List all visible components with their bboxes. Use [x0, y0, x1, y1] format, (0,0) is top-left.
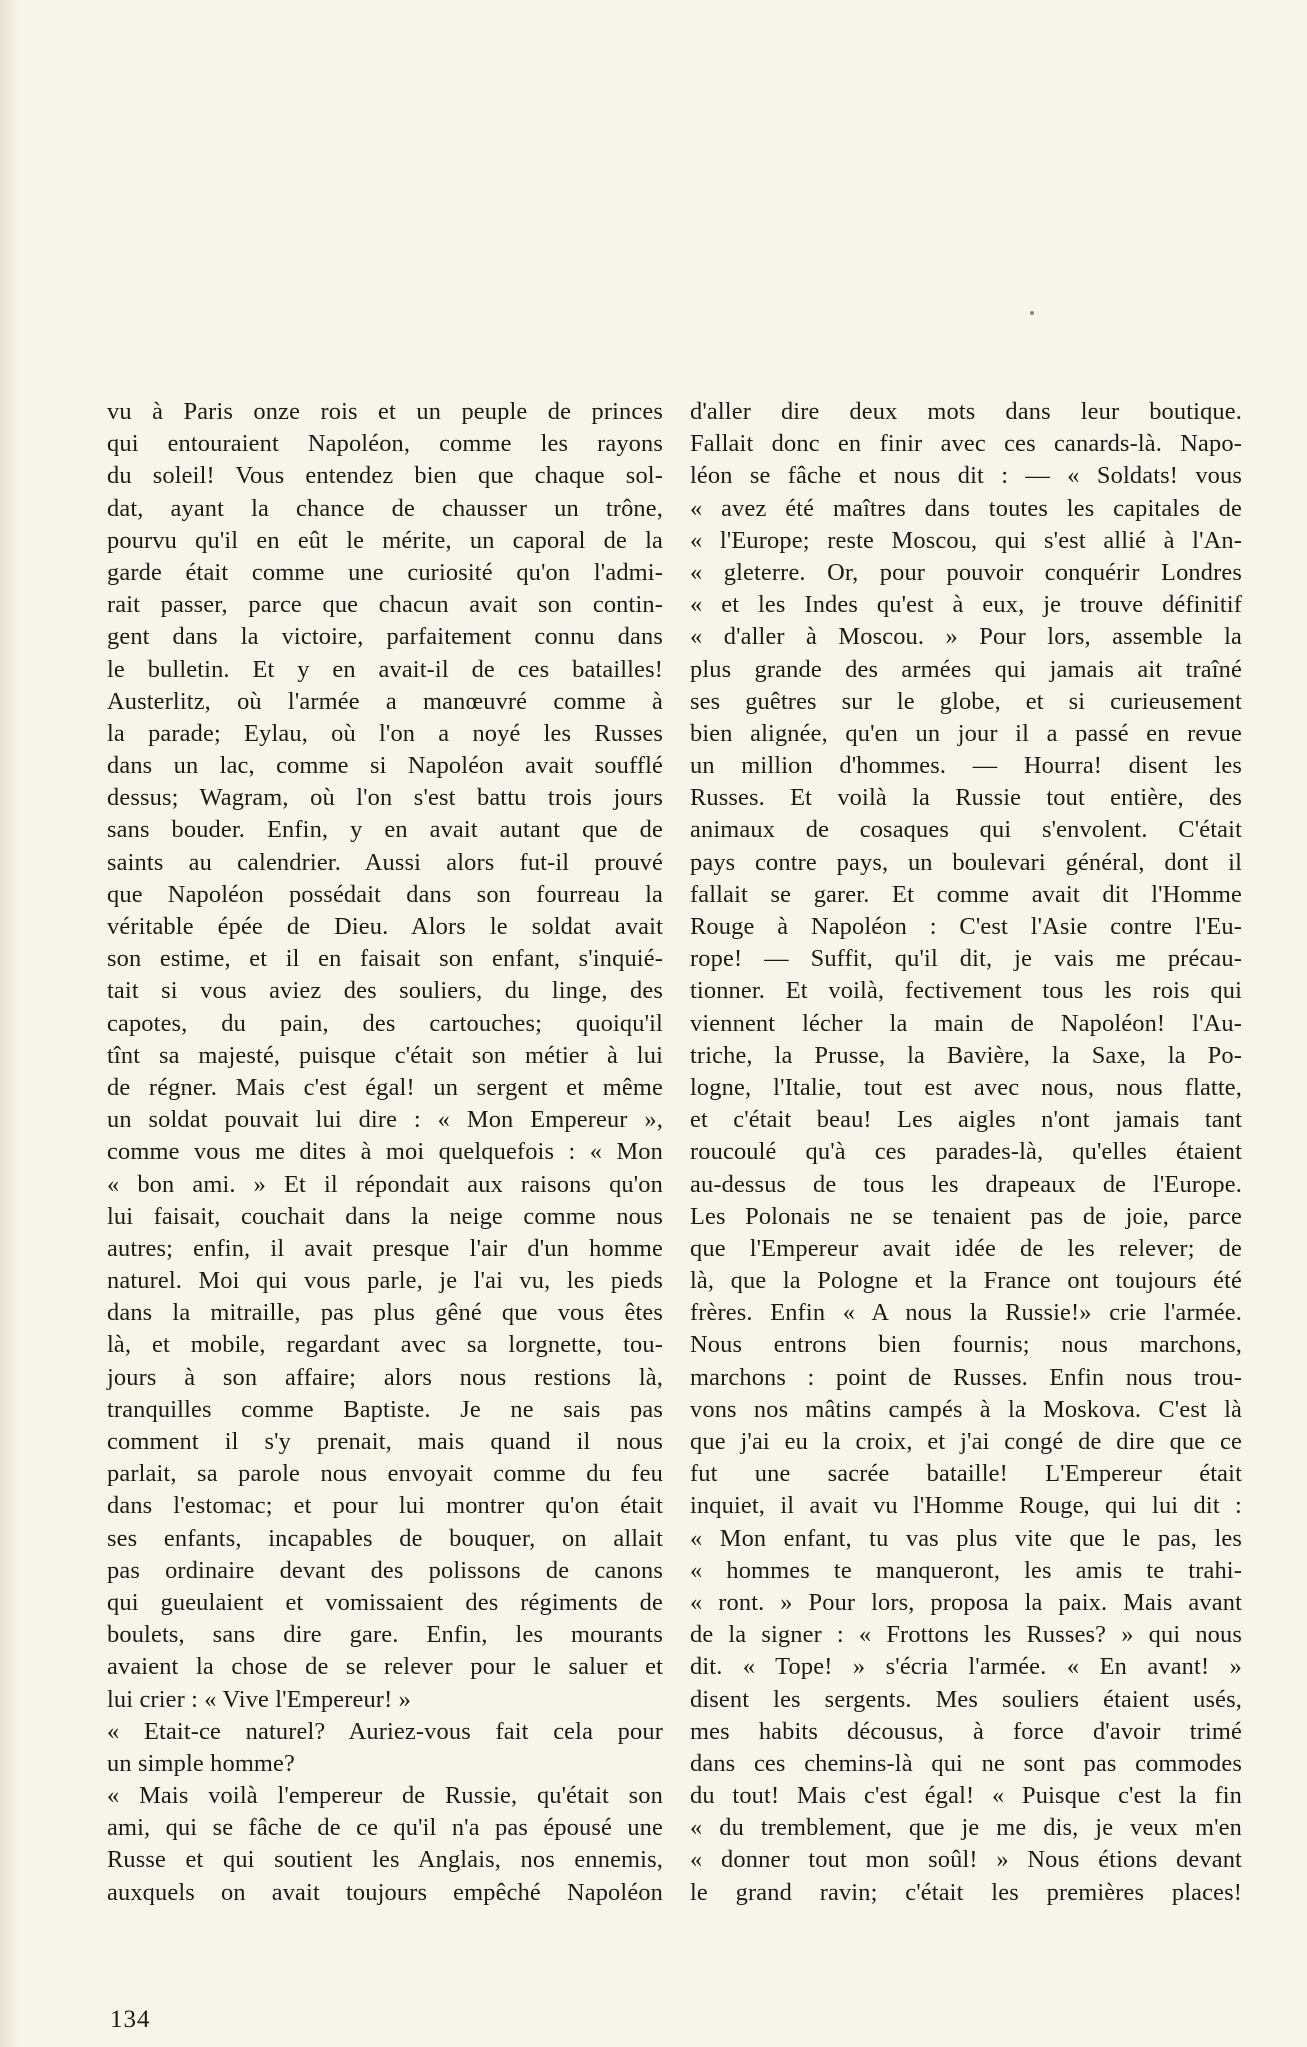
text-line: tranquilles comme Baptiste. Je ne sais pas — [107, 1395, 663, 1423]
text-line: ses guêtres sur le globe, et si curieusement — [690, 687, 1242, 715]
text-line: son estime, et il en faisait son enfant, s'inquié- — [107, 945, 663, 973]
text-line: « Mais voilà l'empereur de Russie, qu'était son — [107, 1782, 663, 1810]
text-line: Russes. Et voilà la Russie tout entière, des — [690, 784, 1242, 812]
text-line: un simple homme? — [107, 1749, 296, 1777]
text-line: dans l'estomac; et pour lui montrer qu'on était — [107, 1492, 663, 1520]
text-line: « hommes te manqueront, les amis te trahi- — [690, 1556, 1242, 1584]
text-line: gent dans la victoire, parfaitement connu dans — [107, 623, 663, 651]
text-line: « bon ami. » Et il répondait aux raisons qu'on — [107, 1170, 663, 1198]
text-line: un soldat pouvait lui dire : « Mon Empereur », — [107, 1106, 663, 1134]
text-line: disent les sergents. Mes souliers étaient usés, — [690, 1685, 1242, 1713]
text-line: viennent lécher la main de Napoléon! l'Au- — [690, 1009, 1242, 1037]
text-line: plus grande des armées qui jamais ait traîné — [690, 655, 1242, 683]
text-line: « Etait-ce naturel? Auriez-vous fait cela pour — [107, 1717, 663, 1745]
text-line: « ront. » Pour lors, proposa la paix. Mais avant — [690, 1588, 1242, 1616]
text-line: au-dessus de tous les drapeaux de l'Europe. — [690, 1170, 1242, 1198]
text-line: auxquels on avait toujours empêché Napoléon — [107, 1878, 663, 1906]
text-line: comme vous me dites à moi quelquefois : « Mon — [107, 1138, 663, 1166]
text-line: sans bouder. Enfin, y en avait autant que de — [107, 816, 663, 844]
text-line: parlait, sa parole nous envoyait comme du feu — [107, 1460, 663, 1488]
right-text-column — [690, 396, 1242, 1909]
text-line: du tout! Mais c'est égal! « Puisque c'est la fin — [690, 1782, 1242, 1810]
text-line: fut une sacrée bataille! L'Empereur était — [690, 1460, 1242, 1488]
text-line: frères. Enfin « A nous la Russie!» crie l'armée. — [690, 1299, 1242, 1327]
text-line: tionner. Et voilà, fectivement tous les rois qui — [690, 977, 1242, 1005]
text-line: autres; enfin, il avait presque l'air d'un homme — [107, 1234, 663, 1262]
text-line: du soleil! Vous entendez bien que chaque sol- — [107, 462, 663, 490]
text-line: naturel. Moi qui vous parle, je l'ai vu, les pieds — [107, 1267, 663, 1295]
text-line: logne, l'Italie, tout est avec nous, nous flatte, — [690, 1073, 1242, 1101]
text-line: qui entouraient Napoléon, comme les rayons — [107, 430, 663, 458]
text-line: fallait se garer. Et comme avait dit l'Homme — [690, 880, 1242, 908]
text-line: un million d'hommes. — Hourra! disent les — [690, 752, 1242, 780]
text-line: là, que la Pologne et la France ont toujours été — [690, 1267, 1242, 1295]
text-line: « du tremblement, que je me dis, je veux m'en — [690, 1814, 1242, 1842]
left-text-column — [107, 396, 663, 1909]
text-line: léon se fâche et nous dit : — « Soldats! vous — [690, 462, 1242, 490]
text-line: marchons : point de Russes. Enfin nous trou- — [690, 1363, 1242, 1391]
text-line: vons nos mâtins campés à la Moskova. C'est là — [690, 1395, 1242, 1423]
text-line: pas ordinaire devant des polissons de canons — [107, 1556, 663, 1584]
text-line: « Mon enfant, tu vas plus vite que le pas, les — [690, 1524, 1242, 1552]
text-line: Les Polonais ne se tenaient pas de joie, parce — [690, 1202, 1242, 1230]
text-line: « gleterre. Or, pour pouvoir conquérir Londres — [690, 558, 1242, 586]
text-line: que j'ai eu la croix, et j'ai congé de dire que ce — [690, 1428, 1242, 1455]
text-line: dit. « Tope! » s'écria l'armée. « En avant! » — [690, 1653, 1242, 1681]
text-line: mes habits décousus, à force d'avoir trimé — [690, 1717, 1242, 1745]
text-line: dessus; Wagram, où l'on s'est battu trois jours — [107, 784, 663, 812]
text-line: là, et mobile, regardant avec sa lorgnette, tou- — [107, 1331, 663, 1359]
text-line: vu à Paris onze rois et un peuple de princes — [107, 398, 663, 425]
text-line: « et les Indes qu'est à eux, je trouve définitif — [690, 591, 1242, 619]
text-line: rait passer, parce que chacun avait son contin- — [107, 591, 663, 619]
text-line: Fallait donc en finir avec ces canards-là. Napo- — [690, 430, 1242, 458]
text-line: jours à son affaire; alors nous restions là, — [107, 1363, 663, 1391]
text-line: dans ces chemins-là qui ne sont pas commodes — [690, 1749, 1242, 1777]
text-line: ami, qui se fâche de ce qu'il n'a pas épousé une — [107, 1814, 663, 1842]
text-line: tînt sa majesté, puisque c'était son métier à lui — [107, 1041, 663, 1069]
text-line: pays contre pays, un boulevari général, dont il — [690, 848, 1242, 876]
text-line: Austerlitz, où l'armée a manœuvré comme à — [107, 687, 663, 715]
text-line: Rouge à Napoléon : C'est l'Asie contre l'Eu- — [690, 913, 1242, 940]
text-line: véritable épée de Dieu. Alors le soldat avait — [107, 913, 663, 940]
text-line: que Napoléon possédait dans son fourreau la — [107, 880, 663, 908]
text-line: Nous entrons bien fournis; nous marchons, — [690, 1331, 1242, 1359]
text-line: d'aller dire deux mots dans leur boutique. — [690, 398, 1242, 425]
text-line: de régner. Mais c'est égal! un sergent et même — [107, 1073, 663, 1101]
text-line: tait si vous aviez des souliers, du linge, des — [107, 977, 663, 1005]
text-line: animaux de cosaques qui s'envolent. C'était — [690, 816, 1242, 844]
text-line: lui crier : « Vive l'Empereur! » — [107, 1685, 411, 1713]
text-line: qui gueulaient et vomissaient des régiments de — [107, 1588, 663, 1616]
text-line: « l'Europe; reste Moscou, qui s'est allié à l'An- — [690, 526, 1242, 554]
text-line: de la signer : « Frottons les Russes? » qui nous — [690, 1621, 1242, 1649]
text-line: roucoulé qu'à ces parades-là, qu'elles étaient — [690, 1138, 1242, 1166]
text-line: capotes, du pain, des cartouches; quoiqu'il — [107, 1009, 663, 1037]
text-line: saints au calendrier. Aussi alors fut-il prouvé — [107, 848, 663, 876]
text-line: et c'était beau! Les aigles n'ont jamais tant — [690, 1106, 1242, 1134]
text-line: pourvu qu'il en eût le mérite, un caporal de la — [107, 526, 663, 554]
page-number: 134 — [110, 2006, 151, 2033]
text-line: boulets, sans dire gare. Enfin, les mourants — [107, 1621, 663, 1649]
text-line: avaient la chose de se relever pour le saluer et — [107, 1653, 663, 1681]
text-line: rope! — Suffit, qu'il dit, je vais me précau- — [690, 945, 1242, 973]
text-line: le grand ravin; c'était les premières places! — [690, 1878, 1242, 1906]
text-line: lui faisait, couchait dans la neige comme nous — [107, 1202, 663, 1230]
text-line: triche, la Prusse, la Bavière, la Saxe, la Po- — [690, 1041, 1242, 1069]
text-line: dans un lac, comme si Napoléon avait soufflé — [107, 752, 663, 780]
text-line: comment il s'y prenait, mais quand il nous — [107, 1428, 663, 1455]
text-line: ses enfants, incapables de bouquer, on allait — [107, 1524, 663, 1552]
text-line: que l'Empereur avait idée de les relever; de — [690, 1234, 1242, 1262]
text-line: le bulletin. Et y en avait-il de ces batailles! — [107, 655, 663, 683]
text-line: dat, ayant la chance de chausser un trône, — [107, 494, 663, 522]
text-line: « d'aller à Moscou. » Pour lors, assemble la — [690, 623, 1242, 651]
page-edge — [0, 0, 18, 2047]
text-line: « avez été maîtres dans toutes les capitales de — [690, 494, 1242, 522]
text-line: dans la mitraille, pas plus gêné que vous êtes — [107, 1299, 663, 1327]
text-line: Russe et qui soutient les Anglais, nos ennemis, — [107, 1846, 663, 1874]
text-line: garde était comme une curiosité qu'on l'admi- — [107, 558, 663, 586]
text-line: « donner tout mon soûl! » Nous étions devant — [690, 1846, 1242, 1874]
text-line: bien alignée, qu'en un jour il a passé en revue — [690, 719, 1242, 747]
paper-speck — [1030, 311, 1034, 315]
text-line: inquiet, il avait vu l'Homme Rouge, qui lui dit : — [690, 1492, 1242, 1520]
text-line: la parade; Eylau, où l'on a noyé les Russes — [107, 719, 663, 747]
